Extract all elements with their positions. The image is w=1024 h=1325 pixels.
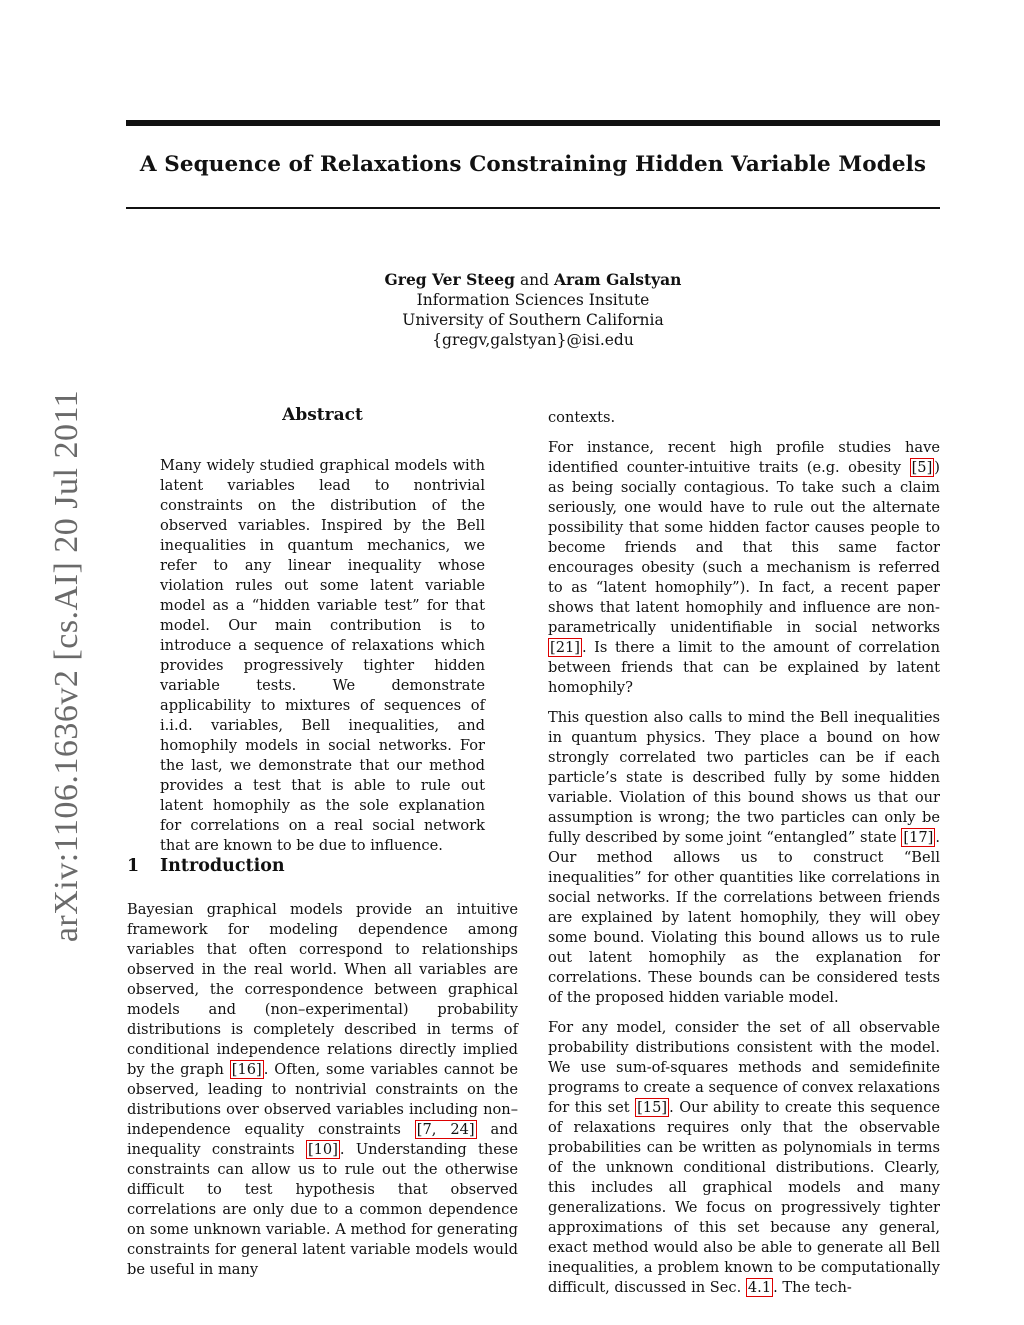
paragraph-text: and inequality constraints (127, 1121, 518, 1158)
author-block (126, 270, 940, 350)
intro-paragraph-2 (548, 438, 940, 698)
paper-title: A Sequence of Relaxations Constraining Hidden Variable Models (139, 152, 927, 177)
citation-link[interactable]: [10] (307, 1141, 338, 1158)
paragraph-text: For instance, recent high profile studies have identified counter-intuitive traits (e.g. obesity (548, 439, 940, 476)
paragraph-text: . Our ability to create this sequence of relaxations requires only that the observable probabilities can be written as polynomials in terms of the unknown conditional distributions. Clearly, this includes all graphical models and many generalizations. We focus on progressively tighter approximations of this set because any general, exact method would also be able to generate all Bell inequalities, a problem known to be computationally difficult, discussed in Sec. (548, 1099, 940, 1296)
arxiv-sidebar (47, 386, 87, 946)
section-number: 1 (127, 856, 140, 876)
author-name: Greg Ver Steeg (384, 270, 515, 289)
title-rule-bottom (126, 207, 940, 209)
citation-link[interactable]: [16] (231, 1061, 262, 1078)
paragraph-text: For any model, consider the set of all observable probability distributions consistent with the model. We use sum-of-squares methods and semidefinite programs to create a sequence of convex relaxations for this set (548, 1019, 940, 1116)
author-name: Aram Galstyan (554, 270, 682, 289)
paragraph-text: ) as being socially contagious. To take such a claim seriously, one would have to rule out the alternate possibility that some hidden factor causes people to become friends and that this same factor encourages obesity (such a mechanism is referred to as “latent homophily”). In fact, a recent paper shows that latent homophily and influence are non-parametrically unidentifiable in social networks (548, 459, 940, 636)
intro-paragraph-1 (127, 900, 518, 1280)
abstract-text: Many widely studied graphical models with latent variables lead to nontrivial constraints on the distribution of the observed variables. Inspired by the Bell inequalities in quantum mechanics, we refer to any linear inequality whose violation rules out some latent variable model as a “hidden variable test” for that model. Our main contribution is to introduce a sequence of relaxations which provides progressively tighter hidden variable tests. We demonstrate applicability to mixtures of sequences of i.i.d. variables, Bell inequalities, and homophily models in social networks. For the last, we demonstrate that our method provides a test that is able to rule out latent homophily as the sole explanation for correlations on a real social network that are known to be due to influence. (160, 457, 485, 854)
author-email: {gregv,galstyan}@isi.edu (432, 331, 634, 349)
paragraph-text: This question also calls to mind the Bell inequalities in quantum physics. They place a bound on how strongly correlated two particles can be if each particle’s state is described fully by some hidden variable. Violation of this bound shows us that our assumption is wrong; the two particles can only be fully described by some joint “entangled” state (548, 709, 940, 846)
author-line (126, 270, 940, 290)
citation-link[interactable]: [17] (903, 829, 934, 846)
author-conjunction: and (519, 271, 550, 289)
section-title: Introduction (160, 856, 285, 876)
title-rule-top (126, 120, 940, 126)
affiliation-institute: Information Sciences Insitute (416, 291, 650, 309)
abstract-heading: Abstract (282, 405, 363, 425)
section-reference-link[interactable]: 4.1 (747, 1279, 772, 1296)
affiliation-university: University of Southern California (402, 311, 664, 329)
paragraph-text: . Understanding these constraints can allow us to rule out the otherwise difficult to test hypothesis that observed correlations are only due to a common dependence on some unknown variable. A method for generating constraints for general latent variable models would be useful in many (127, 1141, 518, 1278)
arxiv-identifier: arXiv:1106.1636v2 [cs.AI] 20 Jul 2011 (48, 389, 85, 943)
continued-paragraph: contexts. (548, 409, 616, 426)
right-column-body (548, 408, 940, 1308)
paragraph-text: Bayesian graphical models provide an intuitive framework for modeling dependence among variables that often correspond to relationships observed in the real world. When all variables are observed, the correspondence between graphical models and (non–experimental) probability distributions is completely described in terms of conditional independence relations directly implied by the graph (127, 901, 518, 1078)
paragraph-text: . Is there a limit to the amount of correlation between friends that can be explained by latent homophily? (548, 639, 940, 696)
left-column-body (127, 900, 518, 1280)
paragraph-text: . The tech- (773, 1279, 852, 1296)
citation-link[interactable]: [15] (637, 1099, 668, 1116)
citation-link[interactable]: [5] (911, 459, 933, 476)
paragraph-text: . Often, some variables cannot be observed, leading to nontrivial constraints on the distributions over observed variables including non–independence equality constraints (127, 1061, 518, 1138)
paragraph-text: . Our method allows us to construct “Bell inequalities” for other quantities like correlations in social networks. If the correlations between friends are explained by latent homophily, they will obey some bound. Violating this bound allows us to rule out latent homophily as the explanation for correlations. These bounds can be considered tests of the proposed hidden variable model. (548, 829, 940, 1006)
citation-link[interactable]: [7, 24] (416, 1121, 475, 1138)
section-heading-introduction (127, 856, 285, 876)
intro-paragraph-4 (548, 1018, 940, 1298)
intro-paragraph-3 (548, 708, 940, 1008)
citation-link[interactable]: [21] (550, 639, 580, 656)
